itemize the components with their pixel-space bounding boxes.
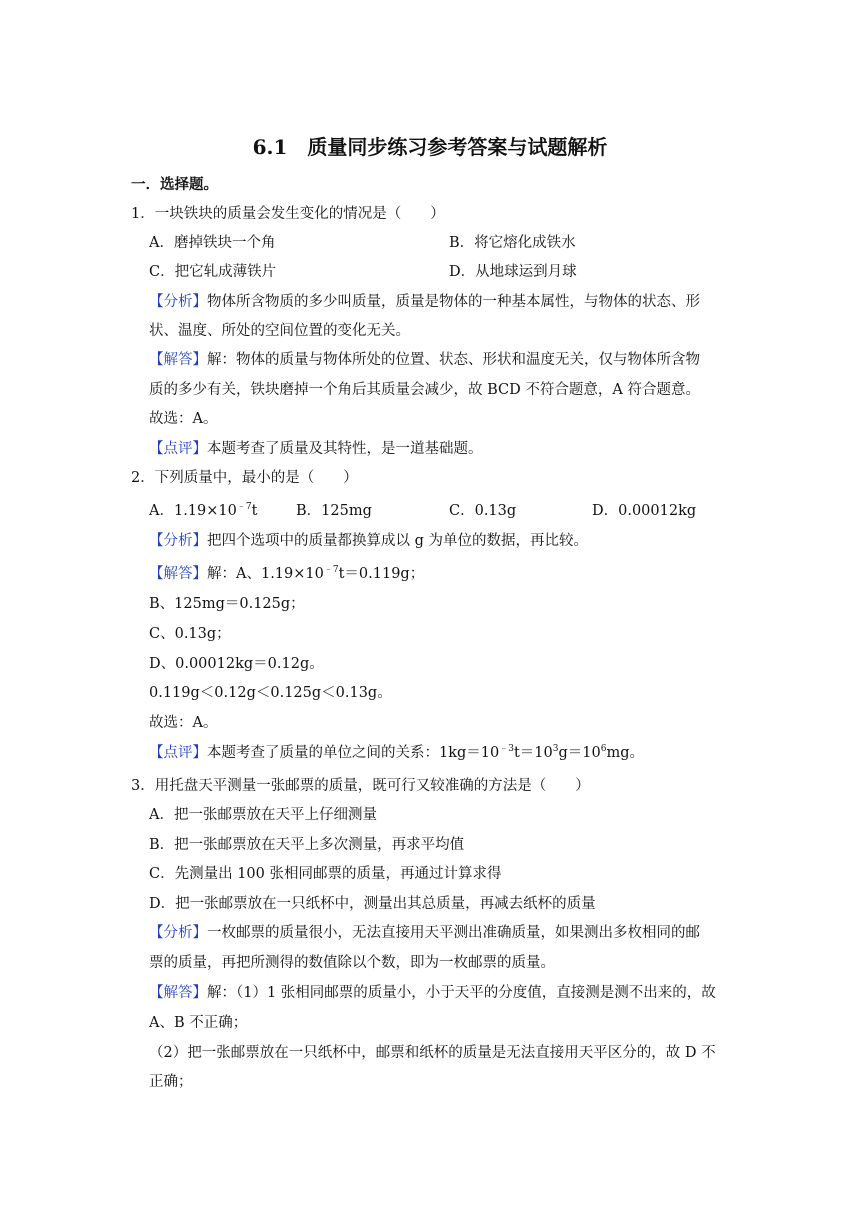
- question-2-stem: 2．下列质量中，最小的是（ ）: [131, 470, 358, 486]
- answer-tag: 【解答】: [149, 985, 207, 1001]
- option-a-base: A．1.19×10: [149, 503, 237, 519]
- question-3-option-d: D．把一张邮票放在一只纸杯中，测量出其总质量，再减去纸杯的质量: [149, 896, 596, 912]
- review-text: mg。: [606, 745, 645, 761]
- question-2-line-d: D、0.00012kg＝0.12g。: [149, 656, 324, 672]
- review-exponent: ﹣3: [499, 744, 514, 754]
- question-1-answer: [149, 350, 700, 370]
- question-2-line-c: C、0.13g；: [149, 626, 231, 642]
- question-3-option-b: B．把一张邮票放在天平上多次测量，再求平均值: [149, 837, 465, 853]
- analysis-tag: 【分析】: [149, 925, 207, 941]
- question-2-answer: [149, 564, 424, 584]
- question-1-answer-cont: 质的多少有关，铁块磨掉一个角后其质量会减少，故 BCD 不符合题意，A 符合题意。: [149, 382, 700, 398]
- answer-exponent: ﹣7: [323, 565, 339, 575]
- review-text: 本题考查了质量的单位之间的关系：1kg＝10: [207, 745, 500, 761]
- question-3-answer-cont: A、B 不正确；: [149, 1015, 248, 1031]
- answer-tag: 【解答】: [149, 352, 207, 368]
- review-text: g＝10: [558, 745, 601, 761]
- section-header: 一．选择题。: [131, 176, 218, 193]
- question-2-option-d: D．0.00012kg: [592, 503, 697, 519]
- question-3-answer-point-2: （2）把一张邮票放在一只纸杯中，邮票和纸杯的质量是无法直接用天平区分的，故 D 不: [149, 1045, 716, 1061]
- question-2-option-a: [149, 501, 257, 521]
- option-a-unit: t: [251, 503, 258, 519]
- question-2-comparison: 0.119g＜0.12g＜0.125g＜0.13g。: [149, 685, 392, 701]
- question-3-option-a: A．把一张邮票放在天平上仔细测量: [149, 807, 377, 823]
- question-2-option-b: B．125mg: [296, 503, 372, 519]
- answer-base: 解：A、1.19×10: [207, 566, 324, 582]
- page-title: 6.1 质量同步练习参考答案与试题解析: [252, 135, 608, 159]
- question-3-option-c: C．先测量出 100 张相同邮票的质量，再通过计算求得: [149, 866, 502, 882]
- question-3-answer: [149, 983, 716, 1003]
- question-2-analysis: [149, 531, 588, 551]
- question-2-choice: 故选：A。: [149, 715, 218, 731]
- question-3-stem: 3．用托盘天平测量一张邮票的质量，既可行又较准确的方法是（ ）: [131, 778, 590, 794]
- question-3-answer-point-2-cont: 正确；: [149, 1074, 193, 1090]
- question-3-analysis: [149, 923, 700, 943]
- answer-tag: 【解答】: [149, 566, 207, 582]
- review-exponent: 6: [600, 744, 607, 754]
- question-2-option-c: C．0.13g: [449, 503, 517, 519]
- question-1-option-d: D．从地球运到月球: [449, 264, 577, 280]
- question-1-choice: 故选：A。: [149, 411, 218, 427]
- analysis-tag: 【分析】: [149, 294, 207, 310]
- review-text: 本题考查了质量及其特性，是一道基础题。: [207, 441, 483, 457]
- question-1-option-a: A．磨掉铁块一个角: [149, 235, 276, 251]
- question-3-analysis-cont: 票的质量，再把所测得的数值除以个数，即为一枚邮票的质量。: [149, 955, 555, 971]
- answer-text: 解：物体的质量与物体所处的位置、状态、形状和温度无关，仅与物体所含物: [207, 352, 700, 368]
- answer-text: 解：（1）1 张相同邮票的质量小，小于天平的分度值，直接测是测不出来的，故: [207, 985, 716, 1001]
- option-a-exponent: ﹣7: [236, 502, 252, 512]
- review-tag: 【点评】: [149, 745, 207, 761]
- question-1-stem: 1．一块铁块的质量会发生变化的情况是（ ）: [131, 206, 445, 222]
- question-2-review: [149, 743, 644, 763]
- question-1-option-c: C．把它轧成薄铁片: [149, 264, 277, 280]
- review-exponent: 3: [552, 744, 559, 754]
- question-1-analysis: [149, 292, 700, 312]
- review-text: t＝10: [513, 745, 553, 761]
- question-1-review: [149, 439, 483, 459]
- answer-result: t＝0.119g；: [338, 566, 425, 582]
- analysis-text: 把四个选项中的质量都换算成以 g 为单位的数据，再比较。: [207, 533, 588, 549]
- analysis-text: 一枚邮票的质量很小，无法直接用天平测出准确质量，如果测出多枚相同的邮: [207, 925, 700, 941]
- review-tag: 【点评】: [149, 441, 207, 457]
- analysis-text: 物体所含物质的多少叫质量，质量是物体的一种基本属性，与物体的状态、形: [207, 294, 700, 310]
- question-2-line-b: B、125mg＝0.125g；: [149, 596, 305, 612]
- analysis-tag: 【分析】: [149, 533, 207, 549]
- question-1-option-b: B．将它熔化成铁水: [449, 235, 576, 251]
- question-1-analysis-cont: 状、温度、所处的空间位置的变化无关。: [149, 323, 410, 339]
